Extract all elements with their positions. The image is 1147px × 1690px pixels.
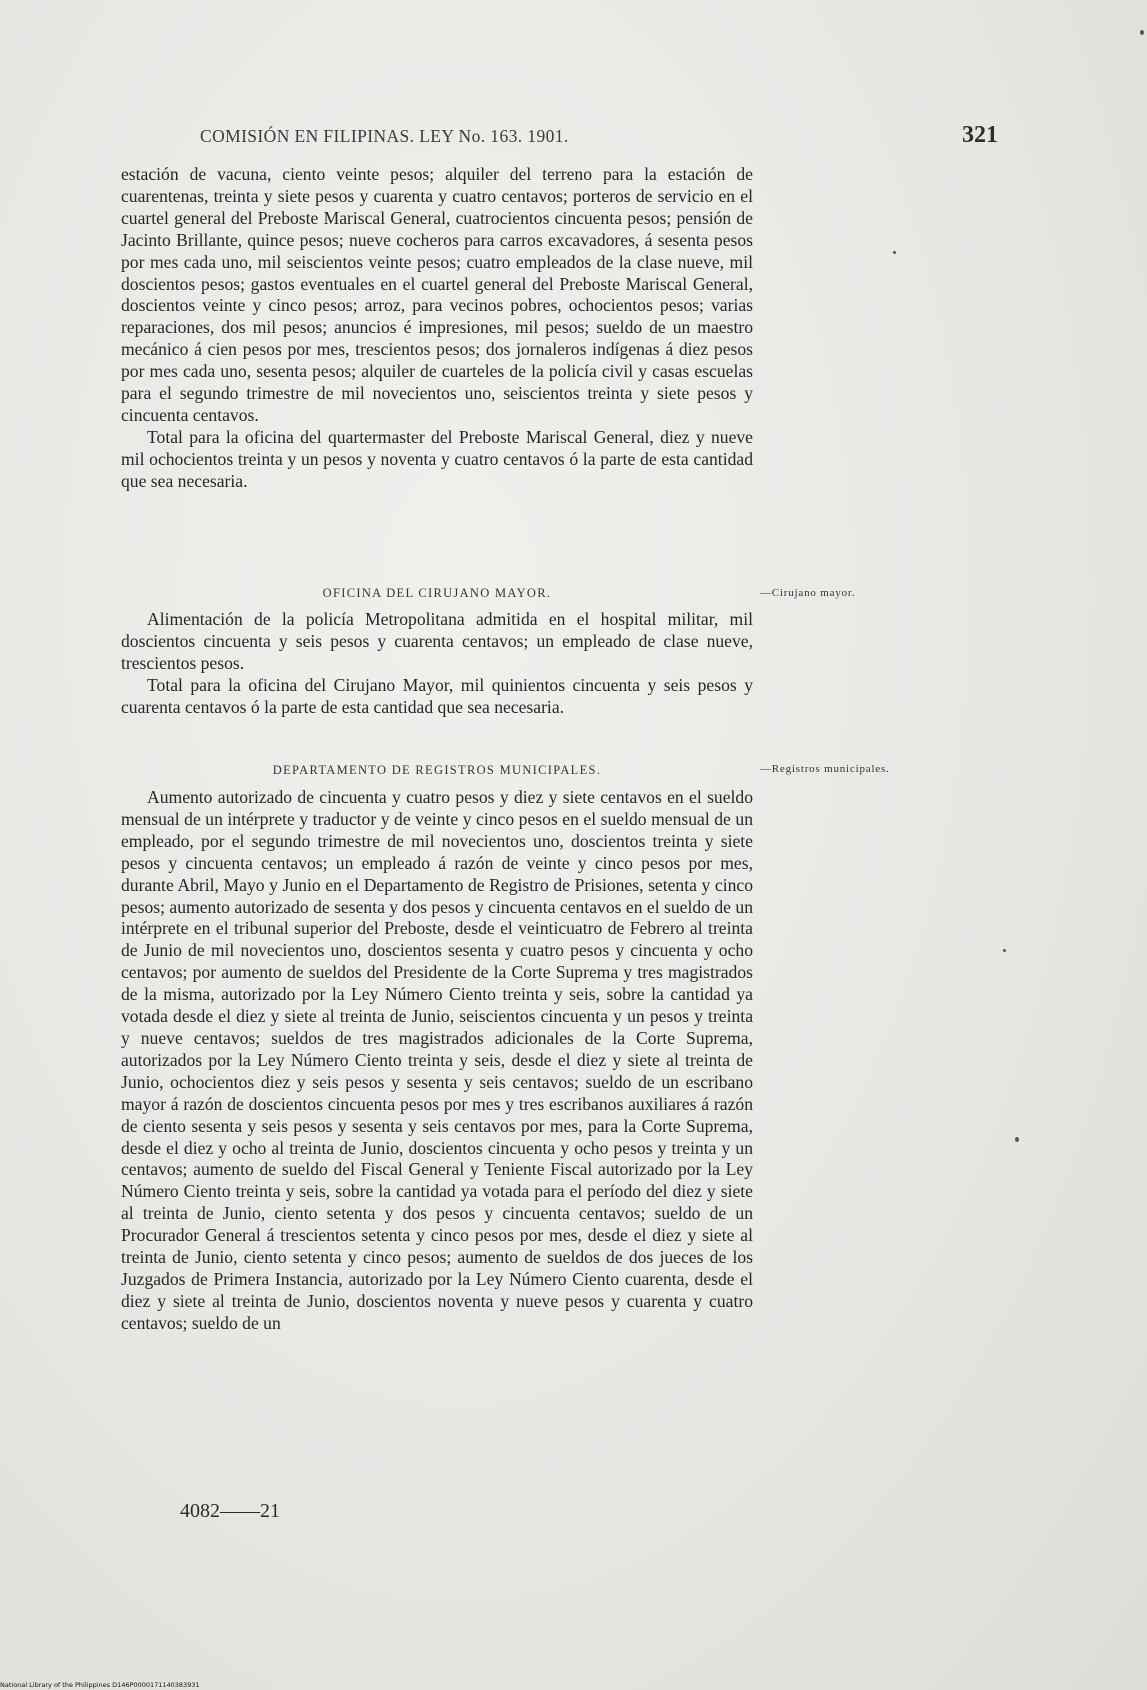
paper-speck <box>1015 1137 1019 1142</box>
paper-speck <box>1003 949 1006 952</box>
body-paragraph: Aumento autorizado de cincuenta y cuatro pesos y diez y siete centavos en el sueldo mensual de un intérprete y traductor y de veinte y cinco pesos en el sueldo mensual de un empleado, por el segundo trimestre de mil novecientos uno, doscientos treinta y siete pesos y cincuenta centavos; un empleado á razón de veinte y cinco pesos por mes, durante Abril, Mayo y Junio en el Departamento de Registro de Prisiones, setenta y cinco pesos; aumento autorizado de sesenta y dos pesos y cincuenta centavos en el sueldo de un intérprete en el tribunal superior del Preboste, desde el veinticuatro de Febrero al treinta de Junio de mil novecientos uno, doscientos sesenta y cuatro pesos y cincuenta y ocho centavos; por aumento de sueldos del Presidente de la Corte Suprema y tres magistrados de la misma, autorizado por la Ley Número Ciento treinta y seis, sobre la cantidad ya votada desde el diez y siete al treinta de Junio, seiscientos cincuenta y un pesos y treinta y nueve centavos; sueldos de tres magistrados adicionales de la Corte Suprema, autorizados por la Ley Número Ciento treinta y seis, desde el diez y siete al treinta de Junio, ochocientos diez y seis pesos y sesenta y seis centavos; sueldo de un escribano mayor á razón de doscientos cincuenta pesos por mes y tres escribanos auxiliares á razón de ciento sesenta y seis pesos y sesenta y seis centavos por mes, para la Corte Suprema, desde el diez y ocho al treinta de Junio, doscientos cincuenta y ocho pesos y treinta y un centavos; aumento de sueldo del Fiscal General y Teniente Fiscal autorizado por la Ley Número Ciento treinta y seis, sobre la cantidad ya votada para el período del diez y siete al treinta de Junio, ciento setenta y dos pesos y cincuenta centavos; sueldo de un Procurador General á trescientos setenta y cinco pesos por mes, desde el diez y siete al treinta de Junio, ciento setenta y cinco pesos; aumento de sueldos de dos jueces de los Juzgados de Primera Instancia, autorizado por la Ley Número Ciento cuarenta, desde el diez y siete al treinta de Junio, doscientos noventa y nueve pesos y cuarenta y cuatro centavos; sueldo de un <box>121 787 753 1333</box>
body-paragraph: estación de vacuna, ciento veinte pesos; alquiler del terreno para la estación de cuarentenas, treinta y siete pesos y cuarenta y cuatro centavos; porteros de servicio en el cuartel general del Preboste Mariscal General, cuatrocientos cincuenta pesos; pensión de Jacinto Brillante, quince pesos; nueve cocheros para carros excavadores, á sesenta pesos por mes cada uno, mil seiscientos veinte pesos; cuatro empleados de la clase nueve, mil doscientos pesos; gastos eventuales en el cuartel general del Preboste Mariscal General, doscientos veinte y cinco pesos; arroz, para vecinos pobres, ochocientos pesos; varias reparaciones, dos mil pesos; anuncios é impresiones, mil pesos; sueldo de un maestro mecánico á cien pesos por mes, trescientos pesos; dos jornaleros indígenas á diez pesos por mes cada uno, sesenta pesos; alquiler de cuarteles de la policía civil y casas escuelas para el segundo trimestre de mil novecientos uno, seiscientos treinta y siete pesos y cincuenta centavos. <box>121 164 753 425</box>
printer-signature-mark: 4082——21 <box>180 1500 280 1522</box>
section-heading-cirujano: OFICINA DEL CIRUJANO MAYOR. <box>322 586 552 600</box>
paper-speck <box>1140 30 1144 35</box>
scan-footer-label: National Library of the Philippines D146P0000171140383931 <box>0 1681 200 1689</box>
running-header: COMISIÓN EN FILIPINAS. LEY No. 163. 1901. <box>200 126 569 146</box>
section-heading-registros: DEPARTAMENTO DE REGISTROS MUNICIPALES. <box>272 763 602 777</box>
text-block-3 <box>121 787 753 1335</box>
text-block-1 <box>121 164 753 493</box>
margin-note-cirujano: —Cirujano mayor. <box>760 587 856 599</box>
body-paragraph: Total para la oficina del quartermaster del Preboste Mariscal General, diez y nueve mil ochocientos treinta y un pesos y noventa y cuatro centavos ó la parte de esta cantidad que sea necesaria. <box>121 426 753 491</box>
body-paragraph: Total para la oficina del Cirujano Mayor, mil quinientos cincuenta y seis pesos y cuarenta centavos ó la parte de esta cantidad que sea necesaria. <box>121 674 753 717</box>
margin-note-registros: —Registros municipales. <box>760 763 890 775</box>
page-number: 321 <box>962 122 998 148</box>
paper-speck <box>893 251 896 254</box>
body-paragraph: Alimentación de la policía Metropolitana admitida en el hospital militar, mil doscientos cincuenta y seis pesos y cuarenta centavos; un empleado de clase nueve, trescientos pesos. <box>121 609 753 673</box>
text-block-2 <box>121 609 753 719</box>
